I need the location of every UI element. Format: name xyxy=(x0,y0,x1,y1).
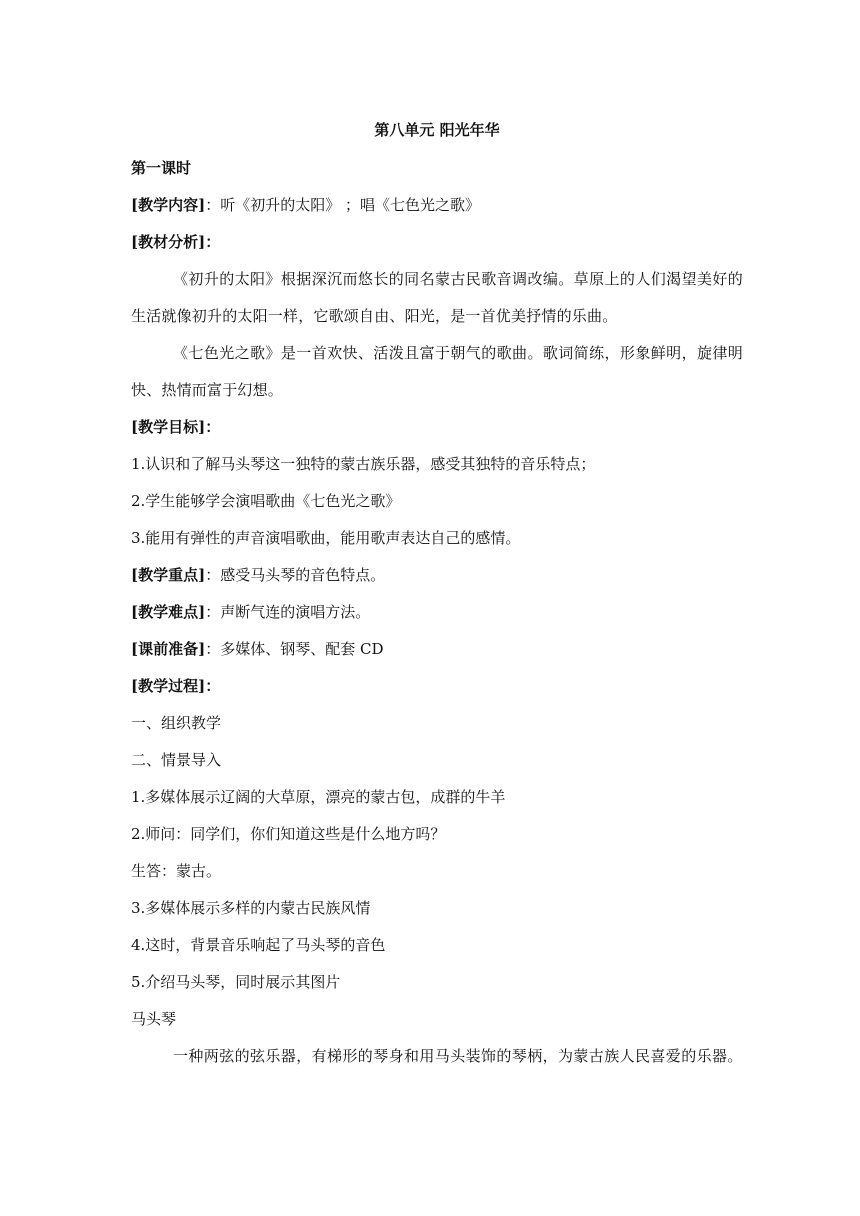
teaching-content xyxy=(131,187,743,224)
lesson-heading: 第一课时 xyxy=(131,159,192,177)
teaching-goals-colon: ： xyxy=(205,418,221,436)
teaching-content-text: ：听《初升的太阳》 ；唱《七色光之歌》 xyxy=(205,196,480,214)
teaching-process-colon: ： xyxy=(205,677,221,695)
material-analysis-label: [教材分析] xyxy=(131,233,206,251)
process-line-4: 2.师问：同学们，你们知道这些是什么地方吗？ xyxy=(131,825,446,843)
teaching-process-heading xyxy=(131,668,743,705)
process-line-2: 二、情景导入 xyxy=(131,751,222,769)
teaching-goals-label: [教学目标] xyxy=(131,418,206,436)
teaching-content-label: [教学内容] xyxy=(131,196,206,214)
teaching-goals-heading xyxy=(131,409,743,446)
process-line-7: 4.这时，背景音乐响起了马头琴的音色 xyxy=(131,936,386,954)
key-points xyxy=(131,557,743,594)
process-line-3: 1.多媒体展示辽阔的大草原，漂亮的蒙古包，成群的牛羊 xyxy=(131,788,506,806)
material-analysis-heading xyxy=(131,224,743,261)
key-points-label: [教学重点] xyxy=(131,566,206,584)
goal-item-2: 2.学生能够学会演唱歌曲《七色光之歌》 xyxy=(131,492,401,510)
preparation-text: ：多媒体、钢琴、配套 CD xyxy=(205,640,384,658)
analysis-paragraph-1: 《初升的太阳》根据深沉而悠长的同名蒙古民歌音调改编。草原上的人们渴望美好的生活就像初升的太阳一样，它歌颂自由、阳光，是一首优美抒情的乐曲。 xyxy=(131,270,743,325)
preparation xyxy=(131,631,743,668)
key-points-text: ：感受马头琴的音色特点。 xyxy=(205,566,386,584)
process-line-1: 一、组织教学 xyxy=(131,714,222,732)
process-line-6: 3.多媒体展示多样的内蒙古民族风情 xyxy=(131,899,371,917)
matouqin-description: 一种两弦的弦乐器，有梯形的琴身和用马头装饰的琴柄，为蒙古族人民喜爱的乐器。 xyxy=(173,1047,743,1065)
analysis-paragraph-2: 《七色光之歌》是一首欢快、活泼且富于朝气的歌曲。歌词简练，形象鲜明，旋律明快、热情而富于幻想。 xyxy=(131,344,743,399)
process-line-8: 5.介绍马头琴，同时展示其图片 xyxy=(131,973,341,991)
teaching-process-label: [教学过程] xyxy=(131,677,206,695)
process-line-5: 生答：蒙古。 xyxy=(131,862,222,880)
preparation-label: [课前准备] xyxy=(131,640,206,658)
process-line-9: 马头琴 xyxy=(131,1010,177,1028)
difficulties-label: [教学难点] xyxy=(131,603,206,621)
difficulties xyxy=(131,594,743,631)
goal-item-1: 1.认识和了解马头琴这一独特的蒙古族乐器，感受其独特的音乐特点； xyxy=(131,455,596,473)
difficulties-text: ：声断气连的演唱方法。 xyxy=(205,603,371,621)
goal-item-3: 3.能用有弹性的声音演唱歌曲，能用歌声表达自己的感情。 xyxy=(131,529,521,547)
unit-title: 第八单元 阳光年华 xyxy=(374,121,500,139)
material-analysis-colon: ： xyxy=(205,233,221,251)
document-content xyxy=(131,116,743,1075)
